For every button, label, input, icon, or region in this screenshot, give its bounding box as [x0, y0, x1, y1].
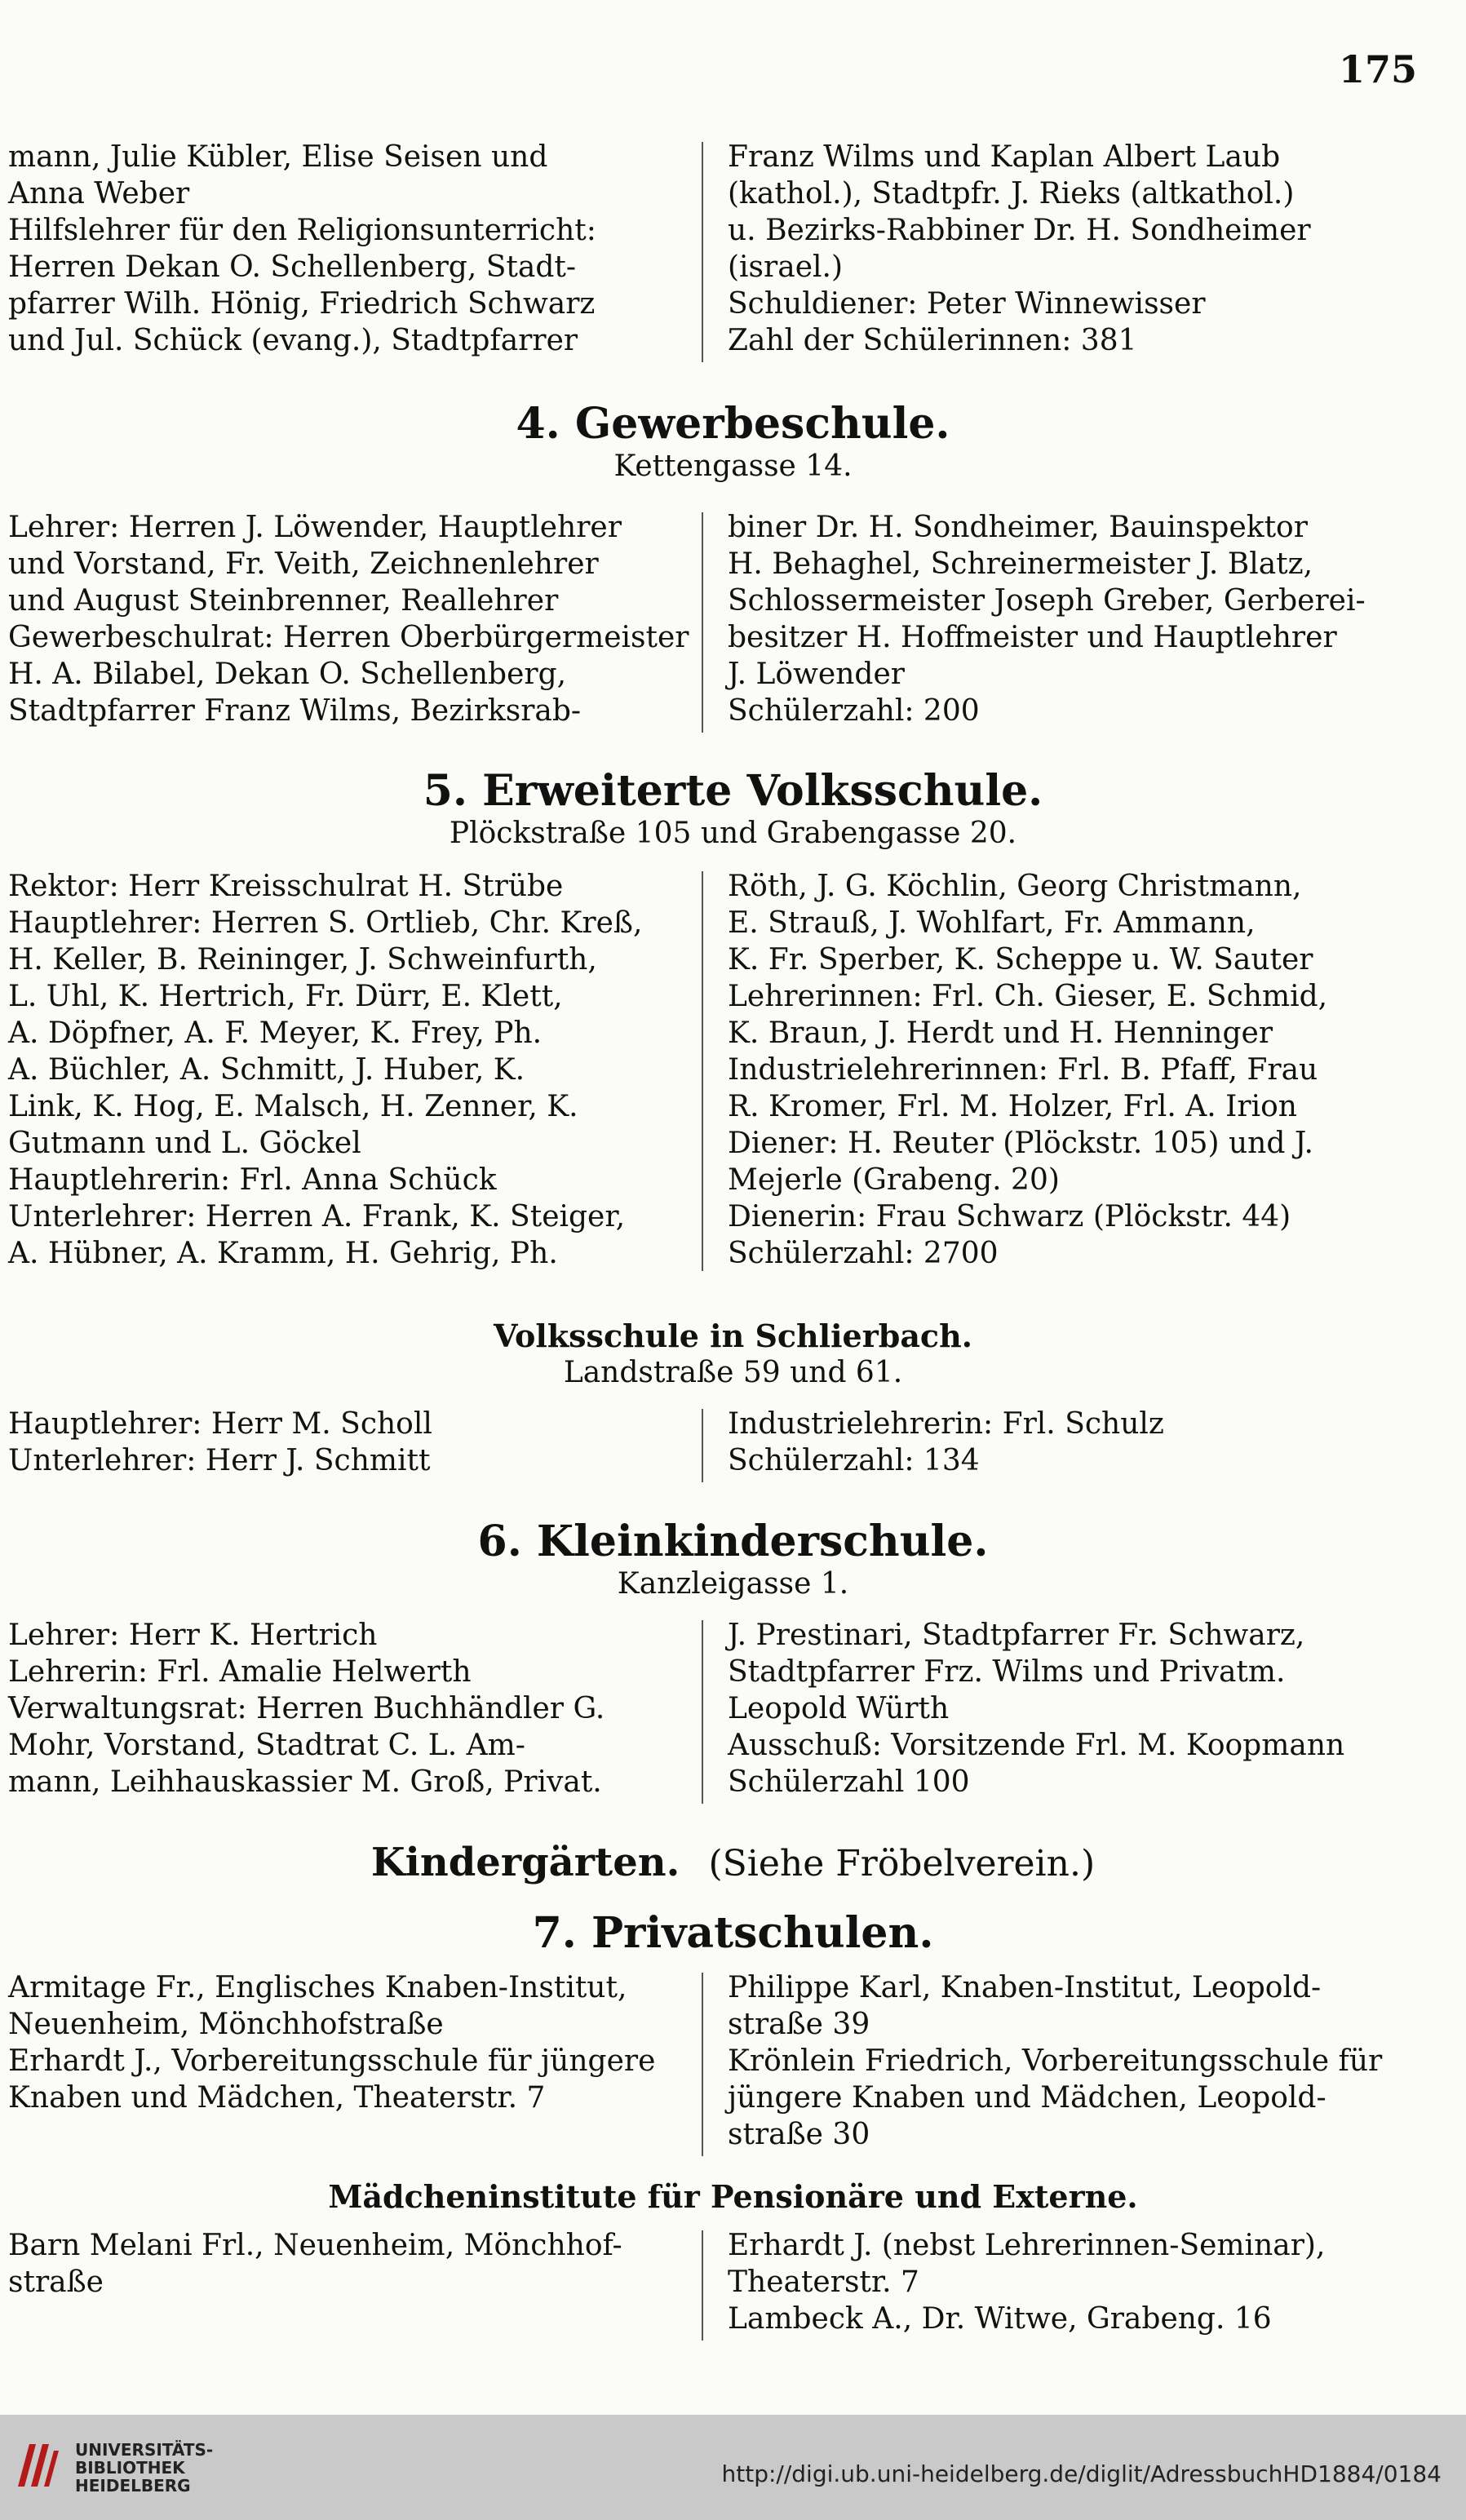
column-divider — [702, 871, 703, 1271]
top-right-column: Franz Wilms und Kaplan Albert Laub (kathol.), Stadtpfr. J. Rieks (altkathol.) u. Bezirks-Rabbiner Dr. H. Sondheimer (israel.) Schuldiener: Peter Winnewisser Zahl der Schülerinnen: 381 — [728, 140, 1311, 357]
column-divider — [702, 1620, 703, 1804]
library-name: UNIVERSITÄTS- BIBLIOTHEK HEIDELBERG — [75, 2440, 214, 2496]
section-maedcheninstitute — [0, 2178, 1466, 2341]
kindergaerten-note: (Siehe Fröbelverein.) — [708, 1843, 1096, 1884]
section-kindergaerten — [0, 1840, 1466, 1885]
section-top — [0, 139, 1466, 362]
gewerbeschule-title: 4. Gewerbeschule. — [516, 399, 950, 449]
maedcheninstitute-title: Mädcheninstitute für Pensionäre und Externe. — [328, 2178, 1138, 2215]
section-kleinkinderschule — [0, 1517, 1466, 1804]
footer-bar — [0, 2415, 1466, 2520]
university-library-logo-icon — [13, 2438, 62, 2495]
maedcheninstitute-right-column: Erhardt J. (nebst Lehrerinnen-Seminar), Theaterstr. 7 Lambeck A., Dr. Witwe, Grabeng. 16 — [728, 2229, 1326, 2336]
gewerbeschule-address: Kettengasse 14. — [613, 450, 853, 483]
source-url[interactable]: http://digi.ub.uni-heidelberg.de/diglit/AdressbuchHD1884/0184 — [721, 2460, 1442, 2487]
kleinkinderschule-address: Kanzleigasse 1. — [617, 1567, 849, 1601]
gewerbeschule-left-column: Lehrer: Herren J. Löwender, Hauptlehrer und Vorstand, Fr. Veith, Zeichnenlehrer und August Steinbrenner, Reallehrer Gewerbeschulrat: Herren Oberbürgermeister H. A. Bilabel, Dekan O. Schellenberg, Stadtpfarrer Franz Wilms, Bezirksrab- — [8, 511, 689, 728]
schlierbach-address: Landstraße 59 und 61. — [563, 1356, 903, 1389]
section-schlierbach — [0, 1318, 1466, 1482]
page-number: 175 — [1338, 47, 1417, 91]
section-volksschule — [0, 767, 1466, 1272]
column-divider — [702, 1973, 703, 2156]
schlierbach-left-column: Hauptlehrer: Herr M. Scholl Unterlehrer: Herr J. Schmitt — [8, 1407, 432, 1477]
section-gewerbeschule — [0, 400, 1466, 733]
top-left-column: mann, Julie Kübler, Elise Seisen und Anna Weber Hilfslehrer für den Religionsunterricht: Herren Dekan O. Schellenberg, Stadt- pfarrer Wilh. Hönig, Friedrich Schwarz und Jul. Schück (evang.), Stadtpfarrer — [8, 140, 596, 357]
column-divider — [702, 512, 703, 733]
schlierbach-title: Volksschule in Schlierbach. — [494, 1318, 972, 1354]
column-divider — [702, 1409, 703, 1482]
column-divider — [702, 2230, 703, 2341]
volksschule-right-column: Röth, J. G. Köchlin, Georg Christmann, E. Strauß, J. Wohlfart, Fr. Ammann, K. Fr. Sperber, K. Scheppe u. W. Sauter Lehrerinnen: Frl. Ch. Gieser, E. Schmid, K. Braun, J. Herdt und H. Henninger Industrielehrerinnen: Frl. B. Pfaff, Frau R. Kromer, Frl. M. Holzer, Frl. A. Irion Diener: H. Reuter (Plöckstr. 105) und J. Mejerle (Grabeng. 20) Dienerin: Frau Schwarz (Plöckstr. 44) Schülerzahl: 2700 — [728, 870, 1328, 1270]
column-divider — [702, 142, 703, 362]
volksschule-address: Plöckstraße 105 und Grabengasse 20. — [449, 817, 1017, 850]
gewerbeschule-right-column: biner Dr. H. Sondheimer, Bauinspektor H. Behaghel, Schreinermeister J. Blatz, Schlossermeister Joseph Greber, Gerberei- besitzer H. Hoffmeister und Hauptlehrer J. Löwender Schülerzahl: 200 — [728, 511, 1366, 728]
privatschulen-title: 7. Privatschulen. — [532, 1908, 934, 1958]
kindergaerten-title: Kindergärten. — [370, 1840, 680, 1885]
section-privatschulen — [0, 1909, 1466, 2156]
kleinkinderschule-right-column: J. Prestinari, Stadtpfarrer Fr. Schwarz, Stadtpfarrer Frz. Wilms und Privatm. Leopold Würth Ausschuß: Vorsitzende Frl. M. Koopmann Schülerzahl 100 — [728, 1619, 1345, 1799]
kleinkinderschule-left-column: Lehrer: Herr K. Hertrich Lehrerin: Frl. Amalie Helwerth Verwaltungsrat: Herren Buchhändler G. Mohr, Vorstand, Stadtrat C. L. Am- mann, Leihhauskassier M. Groß, Privat. — [8, 1619, 605, 1799]
privatschulen-left-column: Armitage Fr., Englisches Knaben-Institut, Neuenheim, Mönchhofstraße Erhardt J., Vorbereitungsschule für jüngere Knaben und Mädchen, Theaterstr. 7 — [8, 1971, 656, 2115]
privatschulen-right-column: Philippe Karl, Knaben-Institut, Leopold- straße 39 Krönlein Friedrich, Vorbereitungsschule für jüngere Knaben und Mädchen, Leopold- straße 30 — [728, 1971, 1383, 2151]
schlierbach-right-column: Industrielehrerin: Frl. Schulz Schülerzahl: 134 — [728, 1407, 1164, 1477]
volksschule-title: 5. Erweiterte Volksschule. — [423, 766, 1043, 816]
kleinkinderschule-title: 6. Kleinkinderschule. — [477, 1517, 989, 1566]
maedcheninstitute-left-column: Barn Melani Frl., Neuenheim, Mönchhof- straße — [8, 2229, 622, 2299]
volksschule-left-column: Rektor: Herr Kreisschulrat H. Strübe Hauptlehrer: Herren S. Ortlieb, Chr. Kreß, H. Keller, B. Reininger, J. Schweinfurth, L. Uhl, K. Hertrich, Fr. Dürr, E. Klett, A. Döpfner, A. F. Meyer, K. Frey, Ph. A. Büchler, A. Schmitt, J. Huber, K. Link, K. Hog, E. Malsch, H. Zenner, K. Gutmann und L. Göckel Hauptlehrerin: Frl. Anna Schück Unterlehrer: Herren A. Frank, K. Steiger, A. Hübner, A. Kramm, H. Gehrig, Ph. — [8, 870, 643, 1270]
